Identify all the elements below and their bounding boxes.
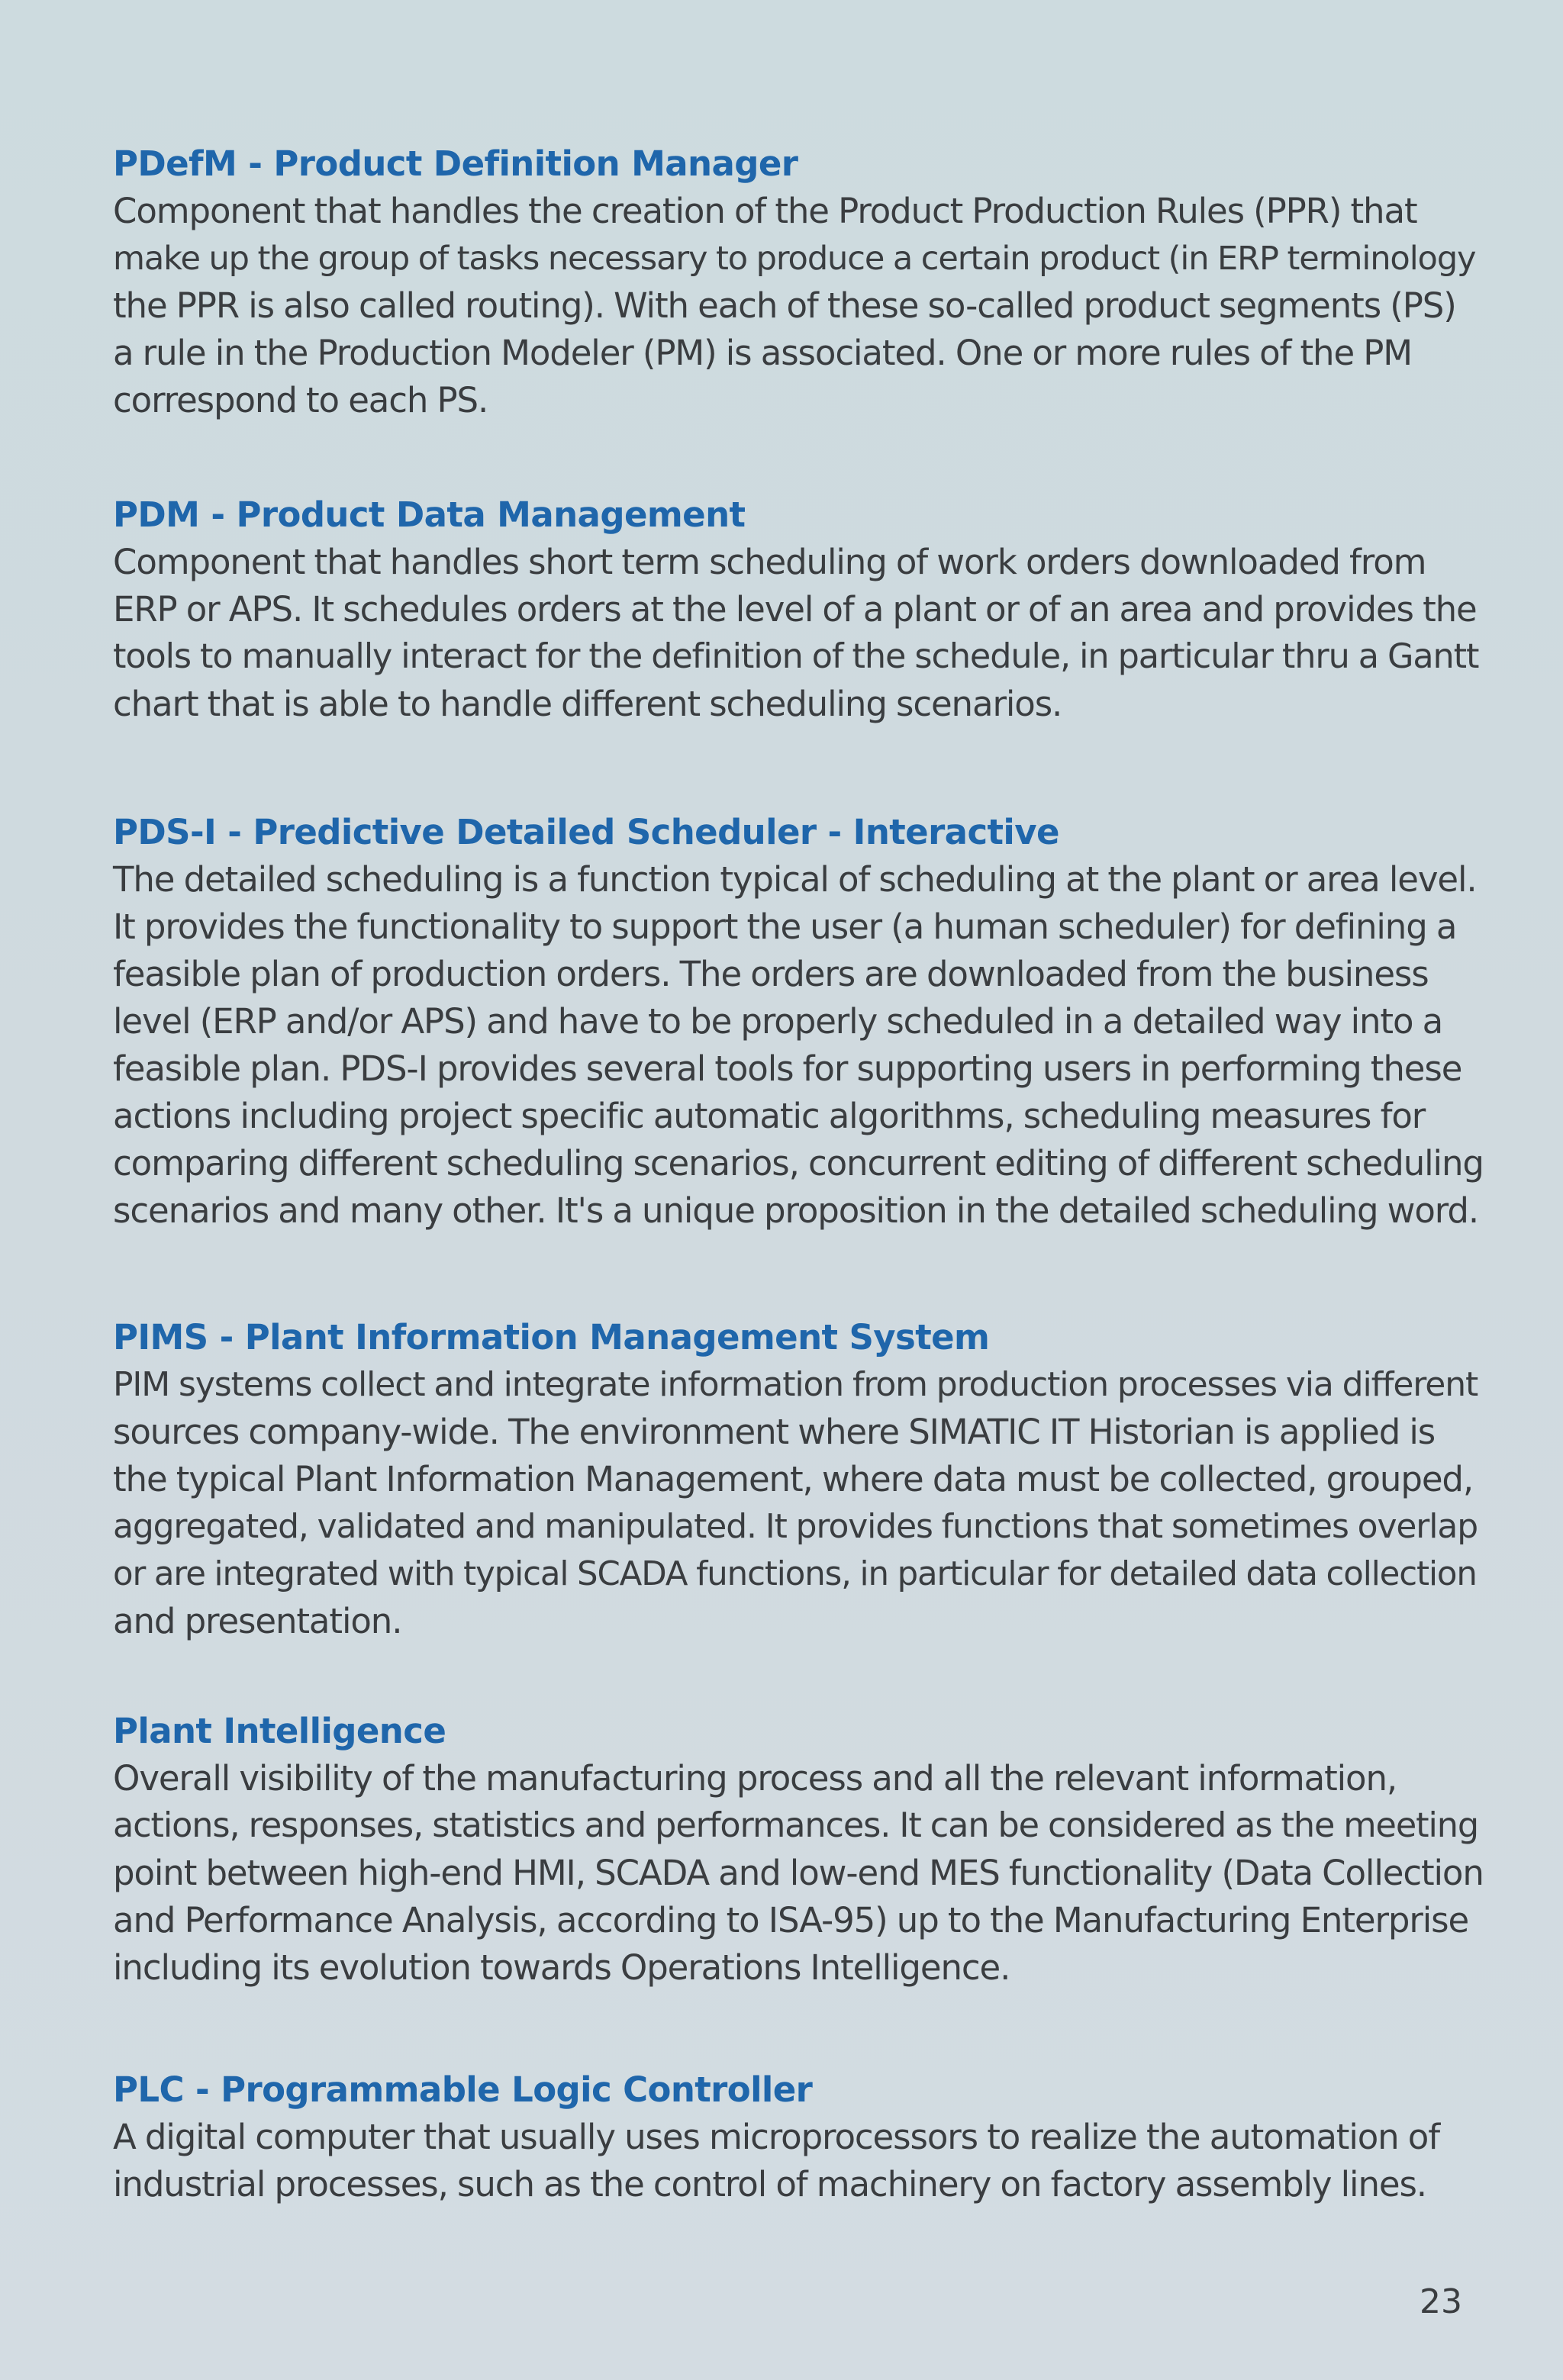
glossary-definition [113, 856, 1487, 1235]
glossary-definition [113, 188, 1487, 424]
glossary-entry-plant-intelligence [113, 1708, 1487, 1992]
definition-line: tools to manually interact for the definition of the schedule, in particular thru a Gantt [113, 637, 1479, 676]
definition-line: Overall visibility of the manufacturing process and all the relevant information, [113, 1758, 1397, 1799]
page-number: 23 [1420, 2282, 1462, 2321]
glossary-term: PLC - Programmable Logic Controller [113, 2069, 813, 2110]
glossary-term: PDM - Product Data Management [113, 494, 746, 535]
definition-line: and Performance Analysis, according to ISA-95) up to the Manufacturing Enterprise [113, 1900, 1469, 1940]
definition-line: feasible plan of production orders. The orders are downloaded from the business [113, 954, 1429, 994]
definition-line: make up the group of tasks necessary to produce a certain product (in ERP terminology [113, 240, 1476, 278]
definition-line: a rule in the Production Modeler (PM) is associated. One or more rules of the PM [113, 333, 1413, 373]
definition-line: aggregated, validated and manipulated. It provides functions that sometimes overlap [113, 1507, 1478, 1546]
glossary-entry-pdm [113, 491, 1487, 728]
definition-line: comparing different scheduling scenarios, concurrent editing of different scheduling [113, 1143, 1484, 1184]
definition-line: point between high-end HMI, SCADA and low-end MES functionality (Data Collection [113, 1853, 1484, 1893]
definition-line: Component that handles short term scheduling of work orders downloaded from [113, 542, 1426, 582]
glossary-definition [113, 539, 1487, 728]
definition-line: feasible plan. PDS-I provides several tools for supporting users in performing these [113, 1048, 1462, 1089]
definition-line: actions including project specific automatic algorithms, scheduling measures for [113, 1096, 1426, 1136]
definition-line: The detailed scheduling is a function typical of scheduling at the plant or area level. [113, 859, 1477, 900]
definition-line: chart that is able to handle different scheduling scenarios. [113, 684, 1062, 724]
definition-line: including its evolution towards Operations Intelligence. [113, 1947, 1010, 1988]
glossary-entry-pims [113, 1314, 1487, 1645]
glossary-term: PDefM - Product Definition Manager [113, 143, 798, 184]
definition-line: It provides the functionality to support the user (a human scheduler) for defining a [113, 907, 1457, 947]
glossary-entry-plc [113, 2066, 1487, 2208]
glossary-term: Plant Intelligence [113, 1711, 446, 1751]
definition-line: correspond to each PS. [113, 380, 488, 420]
glossary-term: PDS-I - Predictive Detailed Scheduler - Interactive [113, 812, 1059, 852]
glossary-page [113, 140, 1487, 2208]
definition-line: A digital computer that usually uses microprocessors to realize the automation of [113, 2117, 1439, 2157]
glossary-definition [113, 1361, 1487, 1645]
glossary-term: PIMS - Plant Information Management System [113, 1317, 990, 1357]
glossary-entry-pdefm [113, 140, 1487, 424]
definition-line: and presentation. [113, 1601, 402, 1641]
glossary-definition [113, 1755, 1487, 1992]
definition-line: level (ERP and/or APS) and have to be properly scheduled in a detailed way into a [113, 1001, 1443, 1042]
definition-line: ERP or APS. It schedules orders at the level of a plant or of an area and provides the [113, 589, 1477, 630]
definition-line: Component that handles the creation of the Product Production Rules (PPR) that [113, 191, 1417, 231]
definition-line: sources company-wide. The environment where SIMATIC IT Historian is applied is [113, 1412, 1436, 1452]
definition-line: PIM systems collect and integrate information from production processes via different [113, 1365, 1478, 1404]
definition-line: actions, responses, statistics and performances. It can be considered as the meeting [113, 1806, 1479, 1845]
definition-line: scenarios and many other. It's a unique proposition in the detailed scheduling word. [113, 1190, 1479, 1231]
definition-line: or are integrated with typical SCADA functions, in particular for detailed data collection [113, 1555, 1477, 1593]
glossary-entry-pds-i [113, 809, 1487, 1235]
glossary-definition [113, 2114, 1487, 2208]
definition-line: the typical Plant Information Management, where data must be collected, grouped, [113, 1459, 1474, 1499]
definition-line: industrial processes, such as the control of machinery on factory assembly lines. [113, 2164, 1427, 2204]
definition-line: the PPR is also called routing). With each of these so-called product segments (PS) [113, 285, 1456, 326]
